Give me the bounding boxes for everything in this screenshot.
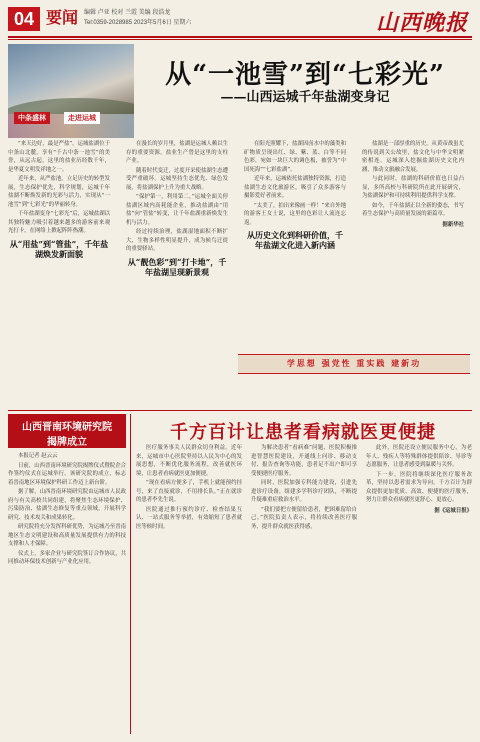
paragraph: 此外，医院还设立便民服务中心，为老年人、残疾人等特殊群体提供陪诊、导诊等志愿服务，让患者感受到温暖与关怀。 [366,445,472,468]
right-column-2 [251,444,357,736]
paragraph: “太美了，拍出来像画一样！”来自外地的游客王女士说，这里的色彩让人流连忘返。 [244,202,346,226]
article-column-2 [126,140,228,408]
page-number: 04 [8,7,40,31]
main-headline: 从“一池雪”到“七彩光” [165,60,445,90]
paragraph: 千年盐湖变身“七彩光”后，运城盐湖以其独特魅力吸引着越来越多的游客前来观光打卡，在网络上掀起阵阵热潮。 [8,211,110,234]
paragraph: “来天边好，最是严盐”。运城盐湖位于中条山北麓，享有“千古中条一池雪”的美誉，从远古起，这里的盐业历经数千年，是华夏文明发祥地之一。 [8,141,110,173]
editor-credits: 编辑 卢亚 校对 兰霞 美编 段浩龙 [84,10,171,16]
section-divider [8,410,472,411]
right-column-1 [136,444,242,736]
column-divider [130,414,131,734]
left-article-title-box [8,414,126,448]
paragraph: 仪式上，多家企业与研究院签订合作协议，共同推动环保技术创新与产业化应用。 [8,550,126,565]
newspaper-masthead: 山西晚报 [375,10,468,36]
article-column-1 [8,140,110,408]
section-name: 要闻 [46,8,79,27]
page-header [0,0,480,40]
photo-tag-red: 中条盛林 [14,112,50,124]
paragraph: 如今，千年盐湖正以全新的姿态，书写着生态保护与高质量发展的新篇章。 [362,202,464,217]
header-rule-thin [8,39,472,40]
right-column-3 [366,444,472,736]
left-article-title-line1: 山西晋南环境研究院 [22,422,112,433]
paragraph: “现在看病方便多了，手机上就能预约挂号，来了直接就诊，不用排长队。”正在就诊的患者李先生说。 [136,480,242,503]
paragraph: 经过持续治理，盐湖湿地面积不断扩大，生物多样性明显提升，成为候鸟迁徙的重要驿站。 [126,229,228,252]
paragraph: 在漫长的岁月里，盐湖是运城人赖以生存的重要资源，盐业生产曾是这里的支柱产业。 [126,141,228,164]
paragraph: 同时，医院加强专科能力建设，引进先进诊疗设备，组建多学科诊疗团队，不断提升疑难重症救治水平。 [251,480,357,503]
left-article-body [8,452,126,736]
main-subheadline: ——山西运城千年盐湖变身记 [220,90,390,105]
paragraph: “我们要把方便留给患者，把困难留给自己。”医院负责人表示，将持续改善医疗服务，提升群众就医获得感。 [251,506,357,530]
paragraph: 随着时代变迁，过度开采使盐湖生态遭受严重破坏。运城坚持生态优先、绿色发展，将盐湖保护上升为重大战略。 [126,167,228,191]
article-column-4 [362,140,464,350]
article-byline: 据新华社 [442,221,464,228]
section-heading-3: 从历史文化到科研价值，千年盐湖文化进入新内涵 [247,230,343,250]
paragraph: 盐湖是一部厚重的历史，从黄帝战蚩尤的传说到关公故里，盐文化与中华文明紧密相连。运城深入挖掘盐湖历史文化内涵，推动文旅融合发展。 [362,141,464,173]
paragraph: 与此同时，盐湖的科研价值也日益凸显，多所高校与科研院所在此开展研究，为盐湖保护和可持续利用提供科学支撑。 [362,176,464,199]
paragraph: 日前，山西晋南环境研究院揭牌仪式暨院企合作签约仪式在运城举行。该研究院的成立，标志着晋南地区环境保护科研工作迈上新台阶。 [8,462,126,486]
paragraph: 为解决患者“看病难”问题，医院积极推进智慧医院建设，开通线上问诊、移动支付、报告查询等功能，患者足不出户即可享受便捷医疗服务。 [251,445,357,477]
salt-lake-photo [8,44,134,138]
paragraph: 下一步，医院将继续深化医疗服务改革，坚持以患者需求为导向，千方百计为群众提供更加优质、高效、便捷的医疗服务，努力让群众看病就医更舒心、更放心。 [366,471,472,503]
paragraph: 本报记者 赵云云 [18,453,58,459]
section-heading-2: 从“靓色彩”到“打卡地”，千年盐湖呈现新景观 [127,256,227,277]
issue-date: Tel:0359-2028985 2023年5月6日 星期六 [84,20,192,26]
slogan-banner: 学思想 强党性 重实践 建新功 [238,354,470,374]
paragraph: 研究院将充分发挥科研优势，为运城乃至晋南地区生态文明建设和高质量发展提供有力的科技支撑和人才保障。 [8,524,126,547]
right-article-headline: 千方百计让患者看病就医更便捷 [170,422,436,443]
paragraph: “保护第一，利用第二。”运城全面关停盐湖区域内高耗能企业，推动盐湖由“用盐”向“管盐”转变，让千年盐湖重新焕发生机与活力。 [126,194,228,226]
paragraph: 近年来，从严盐池，立足历史的转型发展，生态保护优先，科学规划，运城千年盐湖不断焕发新的光彩与活力，实现从“一池雪”到“七彩光”的华丽转身。 [8,176,110,208]
paragraph: 医院通过推行预约诊疗、检查结果互认、一站式服务等举措，有效缩短了患者就医等候时间。 [136,506,242,530]
left-article-title-line2: 揭牌成立 [47,437,87,448]
section-heading-1: 从“用盐”到“管盐”，千年盐湖焕发新面貌 [9,238,109,259]
right-article-body [136,444,472,736]
paragraph: 近年来，运城依托盐湖独特资源，打造盐湖生态文化旅游区，吸引了众多游客与摄影爱好者前来。 [244,176,346,199]
paragraph: 据了解，山西晋南环境研究院由运城市人民政府与有关高校共同组建，将聚焦生态环境保护、污染防治、盐湖生态修复等重点领域，开展科学研究、技术攻关和成果转化。 [8,489,126,521]
right-article-byline: 据《运城日报》 [434,507,472,514]
photo-tag-white: 走进运城 [64,112,100,124]
paragraph: 医疗服务事关人民群众切身利益。近年来，运城市中心医院坚持以人民为中心的发展思想，不断优化服务流程，改善就医环境，让患者看病就医更加便捷。 [136,445,242,477]
header-rule [8,36,472,38]
paragraph: 在阳光照耀下，盐湖因卤水中的藻类和矿物质呈现出红、绿、紫、蓝、白等不同色彩，宛如一块巨大的调色板，被誉为“中国死海”“七彩盐湖”。 [244,141,346,173]
